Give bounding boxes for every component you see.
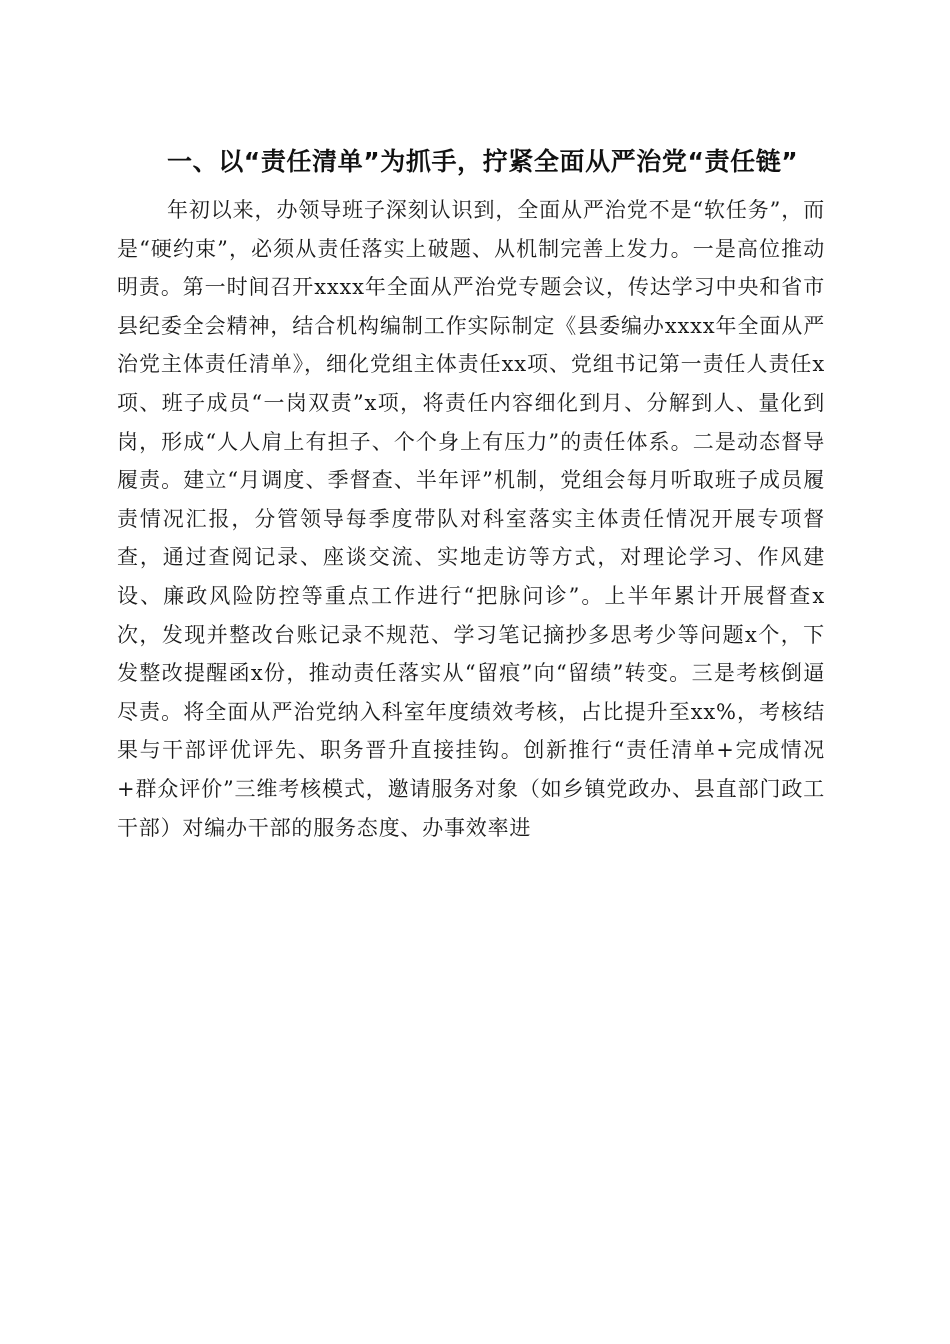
- document-content: [117, 140, 825, 847]
- body-paragraph: 年初以来，办领导班子深刻认识到，全面从严治党不是“软任务”，而是“硬约束”，必须从责任落实上破题、从机制完善上发力。一是高位推动明责。第一时间召开xxxx年全面从严治党专题会议，传达学习中央和省市县纪委全会精神，结合机构编制工作实际制定《县委编办xxxx年全面从严治党主体责任清单》，细化党组主体责任xx项、党组书记第一责任人责任x项、班子成员“一岗双责”x项，将责任内容细化到月、分解到人、量化到岗，形成“人人肩上有担子、个个身上有压力”的责任体系。二是动态督导履责。建立“月调度、季督查、半年评”机制，党组会每月听取班子成员履责情况汇报，分管领导每季度带队对科室落实主体责任情况开展专项督查，通过查阅记录、座谈交流、实地走访等方式，对理论学习、作风建设、廉政风险防控等重点工作进行“把脉问诊”。上半年累计开展督查x次，发现并整改台账记录不规范、学习笔记摘抄多思考少等问题x个，下发整改提醒函x份，推动责任落实从“留痕”向“留绩”转变。三是考核倒逼尽责。将全面从严治党纳入科室年度绩效考核，占比提升至xx%，考核结果与干部评优评先、职务晋升直接挂钩。创新推行“责任清单+完成情况+群众评价”三维考核模式，邀请服务对象（如乡镇党政办、县直部门政工干部）对编办干部的服务态度、办事效率进: [117, 198, 825, 840]
- section-heading: 一、以“责任清单”为抓手，拧紧全面从严治党“责任链”: [167, 147, 799, 176]
